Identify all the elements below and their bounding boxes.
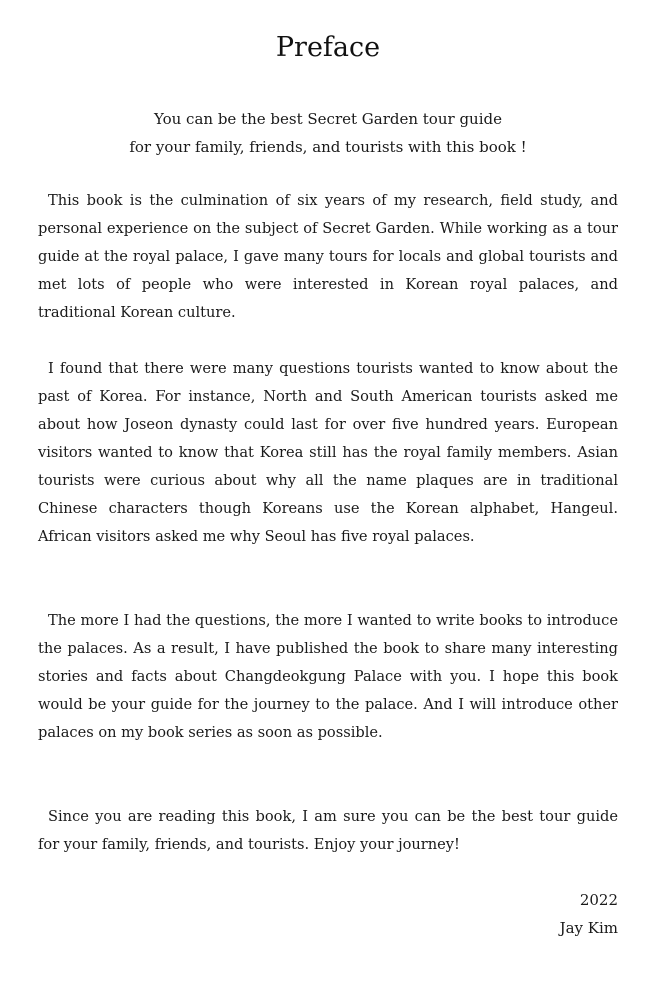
tagline xyxy=(38,105,618,161)
paragraph-book-purpose: The more I had the questions, the more I wanted to write books to introduce the palaces. As a result, I have published the book to share many interesting stories and facts about Changdeokgung Palace with you. I hope this book would be your guide for the journey to the palace. And I will introduce other palaces on my book series as soon as possible. xyxy=(38,612,618,741)
tagline-line-2: for your family, friends, and tourists with this book ! xyxy=(129,138,527,156)
paragraph-closing: Since you are reading this book, I am sure you can be the best tour guide for your family, friends, and tourists. Enjoy your journey! xyxy=(38,808,618,853)
paragraph-research: This book is the culmination of six years of my research, field study, and personal experience on the subject of Secret Garden. While working as a tour guide at the royal palace, I gave many tours for locals and global tourists and met lots of people who were interested in Korean royal palaces, and traditional Korean culture. xyxy=(38,192,618,321)
preface-page xyxy=(38,0,618,1000)
paragraph-tourist-questions: I found that there were many questions tourists wanted to know about the past of Korea. For instance, North and South American tourists asked me about how Joseon dynasty could last for over five hundred years. European visitors wanted to know that Korea still has the royal family members. Asian tourists were curious about why all the name plaques are in traditional Chinese characters though Koreans use the Korean alphabet, Hangeul. African visitors asked me why Seoul has five royal palaces. xyxy=(38,360,618,545)
tagline-line-1: You can be the best Secret Garden tour guide xyxy=(154,110,502,128)
page-title: Preface xyxy=(275,32,381,63)
signature-author: Jay Kim xyxy=(559,919,618,937)
signature-year: 2022 xyxy=(579,891,618,909)
